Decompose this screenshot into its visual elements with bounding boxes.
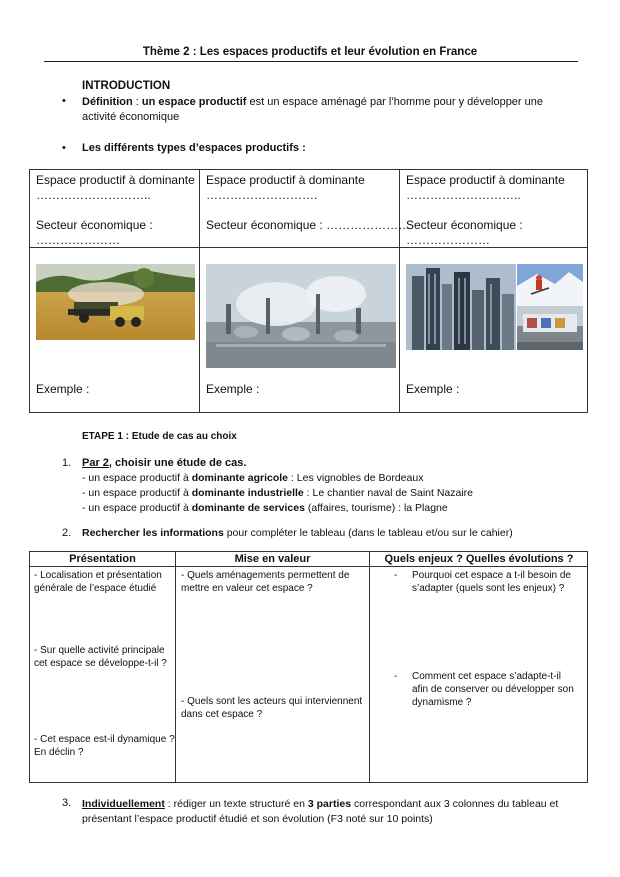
type-cell-secteur: [406, 218, 587, 248]
list-item: - un espace productif à dominante agricole : Les vignobles de Bordeaux: [82, 472, 424, 484]
dominante-blank: ……………………….: [206, 188, 318, 202]
definition-sep: :: [132, 96, 142, 108]
list-item: - un espace productif à dominante industrielle : Le chantier naval de Saint Nazaire: [82, 487, 474, 499]
type-cell-dominante: [36, 173, 195, 203]
page-title: Thème 2 : Les espaces productifs et leur évolution en France: [142, 46, 478, 58]
prompt-text: - Quels aménagements permettent de mettre en valeur cet espace ?: [181, 570, 350, 594]
title-underline: [44, 61, 578, 62]
prompt-text: - Cet espace est-il dynamique ? En déclin ?: [34, 734, 175, 758]
table-divider: [30, 566, 587, 567]
prompt-dash: -: [394, 671, 398, 682]
secteur-label: Secteur économique : …………………: [406, 218, 523, 247]
secteur-label: Secteur économique :: [36, 218, 153, 232]
step2-text: pour compléter le tableau (dans le tableau et/ou sur le cahier): [223, 527, 513, 539]
types-heading: Les différents types d’espaces productifs :: [82, 142, 306, 154]
secteur-label: Secteur économique : …………………: [206, 218, 411, 232]
prompt-text: - Localisation et présentation générale de l’espace étudié: [34, 570, 162, 594]
prompt-text: - Quels sont les acteurs qui interviennent dans cet espace ?: [181, 696, 363, 720]
type-cell-dominante: [206, 173, 365, 203]
refinery-photo: [206, 264, 396, 368]
bullet-icon: •: [62, 142, 66, 154]
column-header: Quels enjeux ? Quelles évolutions ?: [384, 553, 574, 565]
step3-emphasis: Individuellement: [82, 798, 165, 810]
step3-instruction: Individuellement : rédiger un texte structuré en 3 parties correspondant aux 3 colonnes du tableau et présentant l’espace productif étudié et son évolution (F3 noté sur 10 points): [82, 798, 559, 825]
table-divider: [199, 170, 200, 412]
dominante-blank: ………………………..: [36, 188, 151, 202]
step-number: 3.: [62, 797, 72, 809]
harvest-photo: [36, 264, 195, 340]
intro-heading: INTRODUCTION: [82, 80, 171, 92]
step-number: 2.: [62, 527, 72, 539]
dominante-label: Espace productif à dominante: [36, 173, 195, 187]
column-header: Présentation: [69, 553, 136, 565]
type-cell-secteur: [36, 218, 153, 248]
step2-instruction: [82, 527, 513, 539]
dominante-label: Espace productif à dominante: [406, 173, 565, 187]
step1-emphasis: Par 2: [82, 457, 109, 469]
table-divider: [399, 170, 400, 412]
etape-heading: ETAPE 1 : Etude de cas au choix: [82, 431, 237, 442]
definition-label: Définition: [82, 96, 133, 108]
prompt-text: Comment cet espace s’adapte-t-il afin de conserver ou développer son dynamisme ?: [412, 671, 574, 708]
definition-paragraph: [82, 95, 582, 125]
business-district-photo: [406, 264, 516, 350]
prompt-text: - Sur quelle activité principale cet espace se développe-t-il ?: [34, 645, 167, 669]
exemple-label: Exemple :: [206, 382, 260, 396]
step2-emphasis: Rechercher les informations: [82, 527, 224, 539]
ski-photo: [517, 264, 583, 306]
shopping-photo: [517, 306, 583, 350]
step1-instruction: [82, 457, 246, 469]
list-item: - un espace productif à dominante de services (affaires, tourisme) : la Plagne: [82, 502, 448, 514]
study-table: [29, 551, 588, 783]
case-list: [82, 471, 473, 516]
types-table: [29, 169, 588, 413]
step1-text: , choisir une étude de cas.: [108, 457, 247, 469]
exemple-label: Exemple :: [406, 382, 460, 396]
dominante-label: Espace productif à dominante: [206, 173, 365, 187]
definition-term: un espace productif: [141, 96, 247, 108]
prompt-text: Pourquoi cet espace a t-il besoin de s’adapter (quels sont les enjeux) ?: [412, 570, 571, 594]
table-divider: [175, 552, 176, 782]
secteur-blank: …………………: [36, 233, 120, 247]
type-cell-dominante: [406, 173, 565, 203]
exemple-label: Exemple :: [36, 382, 90, 396]
step3-text-2: présentant l’espace productif étudié et son évolution (F3 noté sur 10 points): [82, 813, 433, 825]
step-number: 1.: [62, 457, 72, 469]
prompt-dash: -: [394, 570, 398, 581]
dominante-blank: ………………………..: [406, 188, 521, 202]
table-divider: [369, 552, 370, 782]
bullet-icon: •: [62, 95, 66, 107]
type-cell-secteur: [206, 218, 410, 233]
definition-text-2: activité économique: [82, 111, 180, 123]
definition-text: est un espace aménagé par l’homme pour y développer une: [246, 96, 543, 108]
column-header: Mise en valeur: [234, 553, 311, 565]
